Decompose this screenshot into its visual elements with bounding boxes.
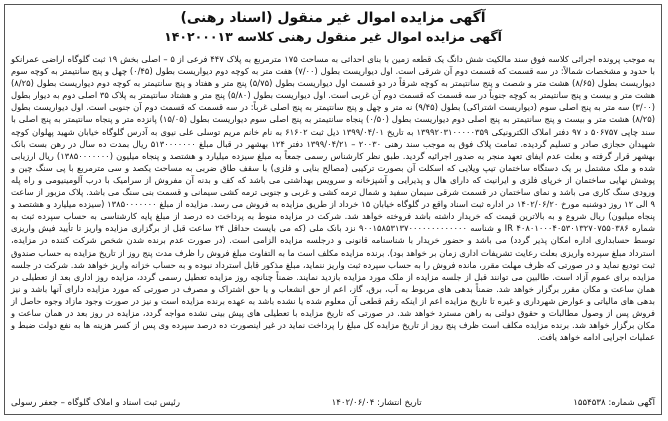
notice-subtitle: آگهی مزایده اموال غیر منقول رهنی کلاسه ۱۴۰۲۰۰۰۱۳	[164, 29, 502, 44]
notice-body: به موجب پرونده اجرائی کلاسه فوق سند مالکیت شش دانگ یک قطعه زمین با بنای احداثی به مساحت ۱۷۵ مترمربع به پلاک ۴۴۷ فرعی از ۵ – اصلی بخش ۱۹ ثبت گلوگاه اراضی عمرانکو با حدود و مشخصات شمالاً: در سه قسمت که قسمت دوم آن شرقی است. اول دیواریست بطول (۷/۰۰) هفت متر به کوچه دوم دیواریست بطول (۰/۴۵) چهل و پنج سانتیمتر به کوچه سوم دیواریست بطول (۸/۶۵) هشت متر و شصت و پنج سانتیمتر به کوچه شرقاً در دو قسمت اول دیواریست بطول (۵/۷۵) پنج متر و هفتاد و پنج سانتیمتر به کوچه دوم دیواریست بطول (۸/۲۵) هشت متر و بیست و پنج سانتیمتر به کوچه جنوباً در سه قسمت که قسمت دوم آن غربی است. اول دیواریست بطول (۵/۸۰) پنج متر و هشتاد سانتیمتر به پلاک ۳۵ اصلی دوم به دیوار بطول (۳/۰۰) سه متر به پنج اصلی سوم (دیواریست اشتراکی) بطول (۹/۴۵) نه متر و چهل و پنج سانتیمتر به پنج اصلی غرباً: در سه قسمت که قسمت دوم آن جنوبی است. اول دیواریست بطول (۸/۲۵) هشت متر و بیست و پنج سانتیمتر به پنج اصلی دوم دیواریست بطول (۰/۵۰) پنجاه سانتیمتر به پنج اصلی سوم دیواریست بطول (۱۵/۰۵) پانزده متر و پنجاه سانتیمتر به پنج اصلی با سند چاپی ۵۰۶۷۵۷ د ۹۷ دفتر املاک الکترونیکی ۱۳۹۹۲۰۳۱۰۰۰۰۰۳۵۹ به تاریخ ۱۳۹۹/۰۴/۰۱ ذیل ثبت ۶۱۶۰۲ به نام خانم مریم توسلی علی نیوی به آدرس گلوگاه خیابان شهید پهلوان کوچه شهیدان حجازی صادر و تسلیم گردیده. تمامت پلاک فوق به موجب سند رهنی ۲۰۰۳۰ – ۱۳۹۹/۰۴/۲۱ دفتر ۱۲۴ بهشهر در قبال مبلغ ۵۱۳۰۰۰۰۰۰۰ ریال بمدت ده سال در رهن بست بانک بهشهر قرار گرفته و بعلت عدم ایفای تعهد منجر به صدور اجرائیه گردید. طبق نظر کارشناس رسمی جمعاً به مبلغ سیزده میلیارد و هشتصد و پنجاه میلیون (۱۳۸۵۰۰۰۰۰۰۰) ریال ارزیابی شده و ملک مشتمل بر یک دستگاه ساختمان تیپ ویلایی که اسکلت آن بصورت ترکیبی (مصالح بنایی و فلزی) با سقف طاق ضربی به مساحت یکصد و سی مترمربع با پی سنگ چین و پوشش نهایی ساختمان از خرپای فلزی و ایرانیت که دارای هال و پذیرایی و آشپزخانه و سرویس بهداشتی می باشد که کف و بدنه آن مفروش از سرامیک با درب آلومینیومی و راه پله ورودی سنگ کاری می باشد و نمای ساختمان در قسمت شرقی سیمان سفید و شمال ترمه کشی و غربی و جنوبی ترمه کشی سیمانی و قسمت بنی سنگ می باشد. پلاک مزبور از ساعت ۹ الی ۱۲ روز دوشنبه مورخ ۱۴۰۲/۰۶/۲۰ در اداره ثبت اسناد واقع در گلوگاه خیابان ۱۵ خرداد از طریق مزایده به فروش می رسد. مزایده از مبلغ ۱۳۸۵۰۰۰۰۰۰۰ (سیزده میلیارد و هشتصد و پنجاه میلیون) ریال شروع و به بالاترین قیمت که خریدار داشته باشد فروخته خواهد شد. شرکت در مزایده منوط به پرداخت ده درصد از مبلغ پایه کارشناسی به حساب سپرده ثبت به شماره ۴۰۸۰۱۰۰۰۴۰۵۳۰۱۳۲۷۰۷۵۵۰۳۸۶ IR و شناسه ۹۰۰۱۵۸۵۳۱۳۷۰۰۰۰۰۰۰۰۰۰۰۰۰ نزد بانک ملی (که می بایست حداقل ۲۴ ساعت قبل از برگزاری مزایده واریز تا تأیید فیش واریزی توسط حسابداری اداره امکان پذیر گردد) می باشد و حضور خریدار با شناسنامه قانونی و درجلسه مزایده الزامی است. (در صورت عدم برنده شدن شخص شرکت کننده در مزایده، استرداد مبلغ سپرده واریزی بعلت رعایت تشریفات اداری زمان بر خواهد بود). برنده مزایده مکلف است ما به التفاوت مبلغ فروش را ظرف مدت پنج روز از تاریخ مزایده به حساب صندوق ثبت تودیع نماید و در صورتی که ظرف مهلت مقرر، مانده فروش را به حساب سپرده ثبت واریز ننماید، مبلغ مذکور قابل استرداد نبوده و به حساب خزانه واریز خواهد شد. شرکت در جلسه مزایده برای عموم آزاد است. طالبین می توانند قبل از جلسه مزایده از ملک مورد مزایده بازدید نمایند. ضمناً چنانچه روز مزایده تعطیل رسمی گردد، مزایده روز اداری بعد از تعطیلی در همان ساعت و مکان مقرر برگزار خواهد شد. ضمناً بدهی های مربوط به آب، برق، گاز، اعم از حق انشعاب و یا حق اشتراک و مصرف در صورتی که مورد مزایده دارای آنها باشد و نیز بدهی های مالیاتی و عوارض شهرداری و غیره تا تاریخ مزایده اعم از اینکه رقم قطعی آن معلوم شده یا نشده باشد به عهده برنده مزایده است و نیز در صورت وجود مازاد وجوه حاصل از فروش پس از وصول مطالبات و حقوق دولتی به راهن مسترد خواهد شد. در صورتی که تاریخ مزایده با تعطیلی های پیش بینی نشده مواجه گردد، مزایده در روز بعد در همان ساعت و مکان برگزار خواهد شد. برنده مزایده مکلف است ظرف پنج روز از تاریخ مزایده کل مبلغ را پرداخت نماید در غیر اینصورت ده درصد سپرده وی پس از کسر هزینه ها به نفع دولت ضبط و عملیات اجرایی ادامه خواهد یافت.	[11, 54, 656, 343]
publish-date: تاریخ انتشار: ۱۴۰۲/۰۶/۰۴	[331, 398, 422, 408]
auction-notice	[4, 4, 662, 415]
signature-line: رئیس ثبت اسناد و املاک گلوگاه – جعفر رسولی	[11, 398, 180, 408]
notice-footer	[11, 396, 655, 410]
notice-title: آگهی مزایده اموال غیر منقول (اسناد رهنی)	[180, 10, 486, 26]
ad-number: آگهی شماره: ۱۵۵۴۵۳۸	[573, 398, 655, 408]
